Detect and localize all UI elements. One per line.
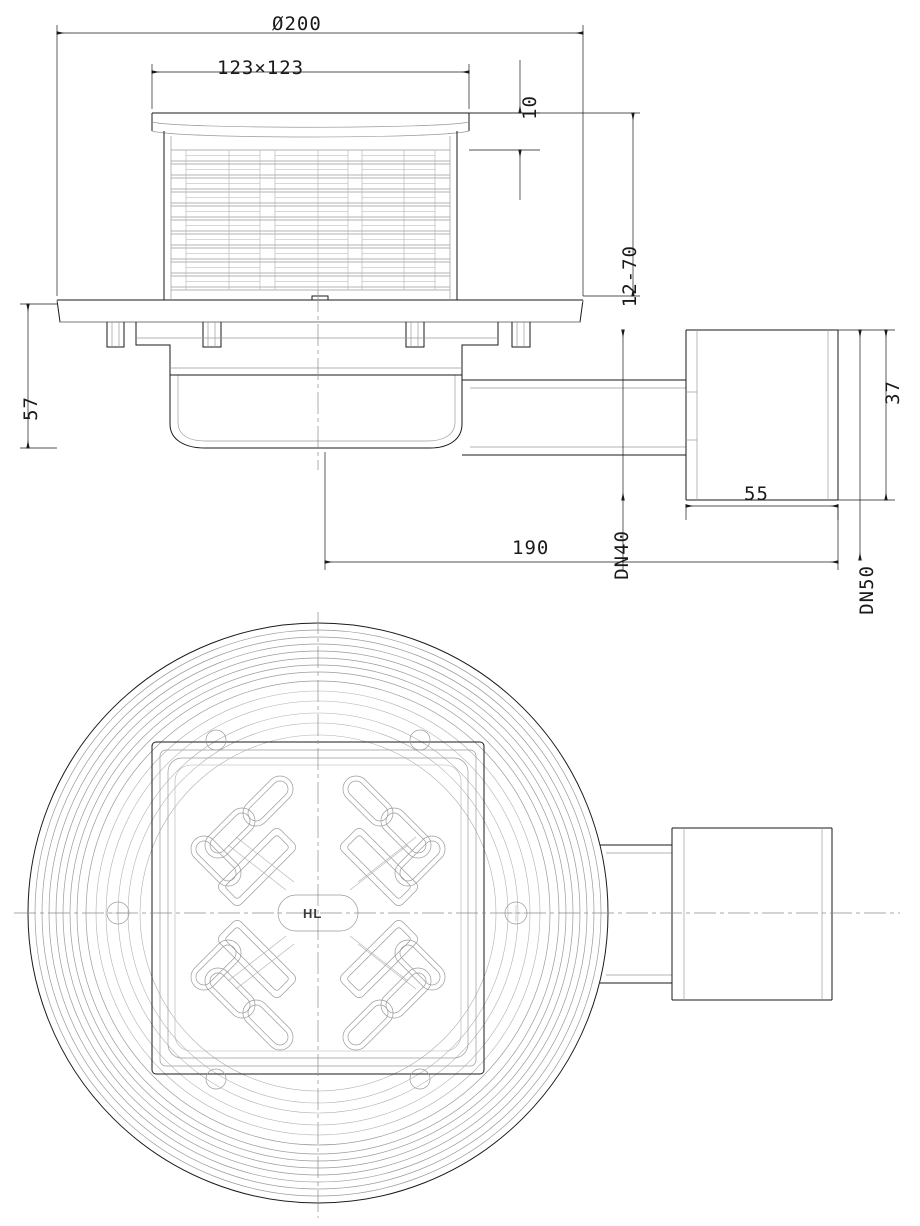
dim-grate-size: 123×123 bbox=[217, 57, 305, 79]
dim-outlet-length: 55 bbox=[744, 483, 769, 505]
logo-mark: HL bbox=[303, 906, 323, 921]
dim-grate-thickness: 10 bbox=[519, 95, 541, 120]
dim-outer-diameter: Ø200 bbox=[272, 13, 322, 35]
dim-inlet-nominal: DN40 bbox=[611, 530, 633, 580]
dim-height-range: 12-70 bbox=[619, 245, 641, 308]
dim-body-height: 57 bbox=[20, 396, 42, 421]
dim-outlet-height: 37 bbox=[882, 380, 904, 405]
dim-outlet-nominal: DN50 bbox=[856, 565, 878, 615]
dim-total-length: 190 bbox=[512, 537, 550, 559]
